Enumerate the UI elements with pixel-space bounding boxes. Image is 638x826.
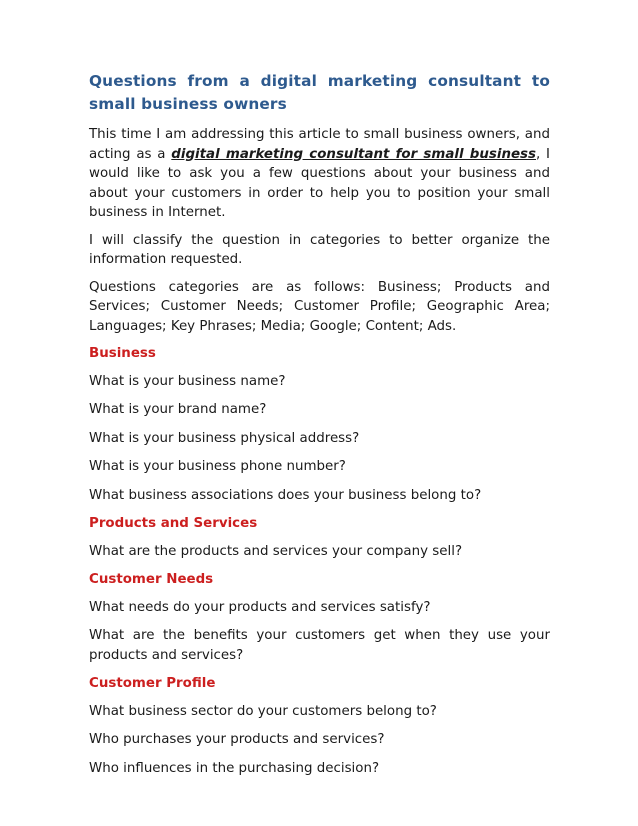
document-title: Questions from a digital marketing consultant to small business owners [89, 72, 550, 113]
document-page [89, 70, 550, 787]
section-heading: Business [89, 346, 156, 361]
section-heading: Customer Profile [89, 676, 216, 691]
section-business [89, 344, 550, 505]
intro-text-before: This time I am addressing this article to small business owners, and acting as a [89, 127, 550, 162]
section-customer-needs [89, 570, 550, 665]
intro-paragraph [89, 125, 550, 223]
question-item: Who purchases your products and services? [89, 732, 385, 747]
section-customer-profile [89, 674, 550, 778]
question-item: What business associations does your business belong to? [89, 487, 482, 503]
consultant-link[interactable]: digital marketing consultant for small business [171, 146, 536, 162]
classify-paragraph: I will classify the question in categories to better organize the information requested. [89, 232, 550, 267]
question-item: What is your brand name? [89, 402, 267, 417]
categories-paragraph: Questions categories are as follows: Business; Products and Services; Customer Needs; Customer Profile; Geographic Area; Languages; Key Phrases; Media; Google; Content; Ads. [89, 279, 550, 334]
question-item: What needs do your products and services satisfy? [89, 599, 431, 615]
question-item: What are the products and services your company sell? [89, 543, 463, 559]
intro-text-after: , I would like to ask you a few questions about your business and about your customers in order to help you to position your small business in Internet. [89, 146, 550, 220]
question-item: What is your business phone number? [89, 459, 346, 474]
question-item: Who influences in the purchasing decision? [89, 760, 380, 776]
question-item: What business sector do your customers belong to? [89, 703, 437, 719]
section-heading: Customer Needs [89, 572, 214, 587]
section-products-services [89, 514, 550, 561]
section-heading: Products and Services [89, 516, 258, 531]
question-item: What is your business name? [89, 373, 286, 389]
question-item: What are the benefits your customers get when they use your products and services? [89, 628, 550, 663]
question-item: What is your business physical address? [89, 430, 360, 446]
